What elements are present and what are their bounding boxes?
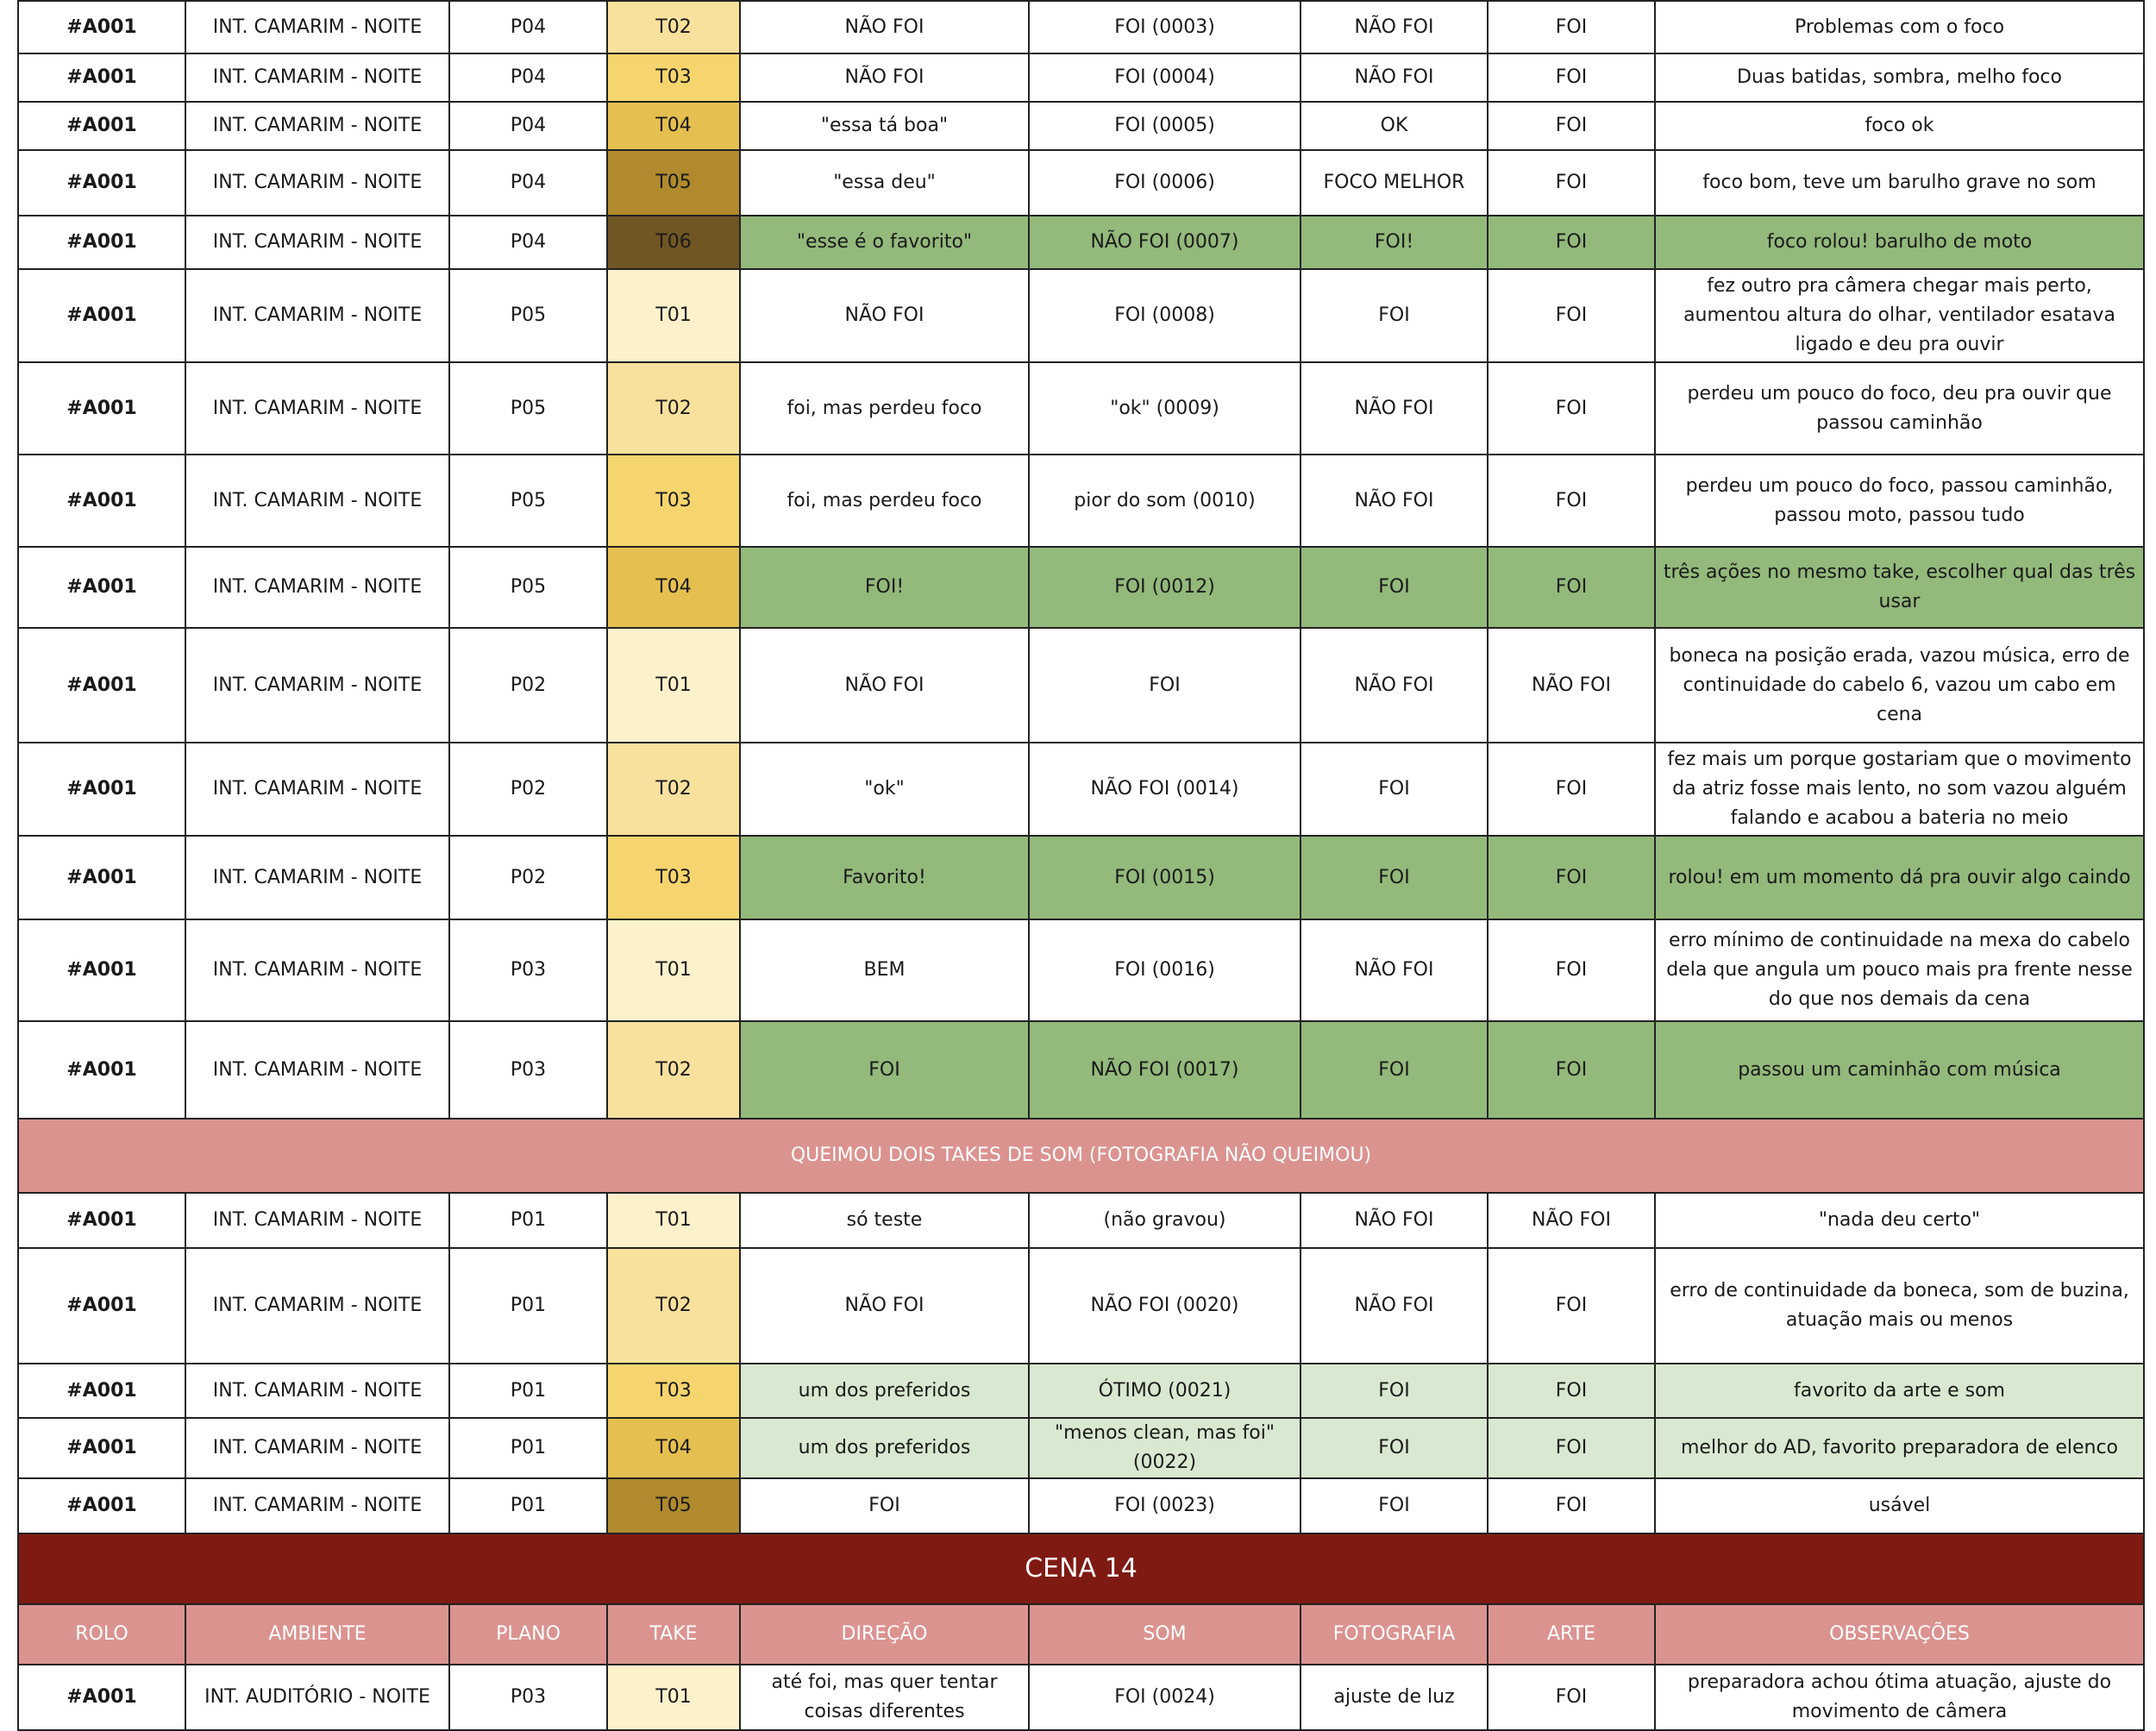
cell-fotografia[interactable]: FOI (1300, 269, 1488, 362)
scene-13-takes (18, 1, 2144, 1119)
cell-observacoes[interactable]: perdeu um pouco do foco, deu pra ouvir que passou caminhão (1655, 362, 2144, 455)
cell-ambiente[interactable]: INT. CAMARIM - NOITE (185, 150, 449, 216)
cell-fotografia[interactable]: NÃO FOI (1300, 53, 1488, 102)
cell-ambiente[interactable]: INT. CAMARIM - NOITE (185, 269, 449, 362)
cell-fotografia[interactable]: NÃO FOI (1300, 919, 1488, 1021)
cell-fotografia[interactable]: FOCO MELHOR (1300, 150, 1488, 216)
cell-plano[interactable]: P04 (449, 150, 607, 216)
cell-take[interactable]: T01 (607, 1665, 740, 1730)
cell-rolo[interactable]: #A001 (18, 547, 185, 628)
cell-fotografia[interactable]: ajuste de luz (1300, 1665, 1488, 1730)
cell-observacoes[interactable]: foco ok (1655, 102, 2144, 150)
take-log-sheet (17, 0, 2145, 1731)
cell-ambiente[interactable]: INT. CAMARIM - NOITE (185, 362, 449, 455)
cell-plano[interactable]: P01 (449, 1478, 607, 1533)
cell-som[interactable]: "ok" (0009) (1029, 362, 1300, 455)
cell-fotografia[interactable]: FOI (1300, 1021, 1488, 1119)
cell-ambiente[interactable]: INT. CAMARIM - NOITE (185, 836, 449, 919)
cell-observacoes[interactable]: foco bom, teve um barulho grave no som (1655, 150, 2144, 216)
cell-direcao[interactable]: NÃO FOI (740, 1, 1029, 53)
cell-plano[interactable]: P01 (449, 1248, 607, 1364)
cell-som[interactable]: FOI (0003) (1029, 1, 1300, 53)
header-arte[interactable]: ARTE (1488, 1604, 1655, 1665)
cell-observacoes[interactable]: fez mais um porque gostariam que o movimento da atriz fosse mais lento, no som vazou alguém falando e acabou a bateria no meio (1655, 743, 2144, 836)
cell-rolo[interactable]: #A001 (18, 1418, 185, 1478)
cell-som[interactable]: FOI (0008) (1029, 269, 1300, 362)
cell-som[interactable]: FOI (0024) (1029, 1665, 1300, 1730)
cell-rolo[interactable]: #A001 (18, 102, 185, 150)
cell-plano[interactable]: P03 (449, 1665, 607, 1730)
table-row (18, 150, 2144, 216)
cell-rolo[interactable]: #A001 (18, 53, 185, 102)
header-ambiente[interactable]: AMBIENTE (185, 1604, 449, 1665)
cell-take[interactable]: T03 (607, 53, 740, 102)
header-som[interactable]: SOM (1029, 1604, 1300, 1665)
cell-take[interactable]: T03 (607, 836, 740, 919)
cell-som[interactable]: FOI (0012) (1029, 547, 1300, 628)
cell-rolo[interactable]: #A001 (18, 150, 185, 216)
cell-take[interactable]: T02 (607, 1248, 740, 1364)
header-plano[interactable]: PLANO (449, 1604, 607, 1665)
table-row (18, 102, 2144, 150)
cell-direcao[interactable]: FOI (740, 1021, 1029, 1119)
cell-plano[interactable]: P05 (449, 269, 607, 362)
cell-arte[interactable]: FOI (1488, 269, 1655, 362)
cell-ambiente[interactable]: INT. CAMARIM - NOITE (185, 455, 449, 547)
cell-ambiente[interactable]: INT. AUDITÓRIO - NOITE (185, 1665, 449, 1730)
cell-arte[interactable]: FOI (1488, 1021, 1655, 1119)
cell-arte[interactable]: FOI (1488, 1478, 1655, 1533)
cell-take[interactable]: T02 (607, 743, 740, 836)
cell-som[interactable]: NÃO FOI (0014) (1029, 743, 1300, 836)
cell-arte[interactable]: FOI (1488, 216, 1655, 269)
cell-som[interactable]: "menos clean, mas foi" (0022) (1029, 1418, 1300, 1478)
cell-observacoes[interactable]: fez outro pra câmera chegar mais perto, aumentou altura do olhar, ventilador esatava ligado e deu pra ouvir (1655, 269, 2144, 362)
cell-fotografia[interactable]: FOI (1300, 836, 1488, 919)
cell-arte[interactable]: FOI (1488, 1418, 1655, 1478)
cell-ambiente[interactable]: INT. CAMARIM - NOITE (185, 547, 449, 628)
cell-observacoes[interactable]: três ações no mesmo take, escolher qual das três usar (1655, 547, 2144, 628)
cell-ambiente[interactable]: INT. CAMARIM - NOITE (185, 102, 449, 150)
header-fotografia[interactable]: FOTOGRAFIA (1300, 1604, 1488, 1665)
cell-take[interactable]: T01 (607, 919, 740, 1021)
cell-rolo[interactable]: #A001 (18, 362, 185, 455)
cell-direcao[interactable]: FOI (740, 1478, 1029, 1533)
cell-ambiente[interactable]: INT. CAMARIM - NOITE (185, 919, 449, 1021)
cell-take[interactable]: T02 (607, 1, 740, 53)
cell-observacoes[interactable]: boneca na posição erada, vazou música, erro de continuidade do cabelo 6, vazou um cabo em cena (1655, 628, 2144, 743)
cell-arte[interactable]: FOI (1488, 455, 1655, 547)
table-row (18, 1364, 2144, 1418)
cell-direcao[interactable]: "esse é o favorito" (740, 216, 1029, 269)
cell-direcao[interactable]: NÃO FOI (740, 269, 1029, 362)
cell-arte[interactable]: FOI (1488, 836, 1655, 919)
header-rolo[interactable]: ROLO (18, 1604, 185, 1665)
cell-direcao[interactable]: foi, mas perdeu foco (740, 362, 1029, 455)
cell-arte[interactable]: NÃO FOI (1488, 1193, 1655, 1248)
cell-ambiente[interactable]: INT. CAMARIM - NOITE (185, 53, 449, 102)
cell-som[interactable]: FOI (0006) (1029, 150, 1300, 216)
cell-direcao[interactable]: NÃO FOI (740, 628, 1029, 743)
cell-take[interactable]: T02 (607, 1021, 740, 1119)
cell-fotografia[interactable]: FOI (1300, 547, 1488, 628)
cell-plano[interactable]: P03 (449, 1021, 607, 1119)
cell-observacoes[interactable]: erro mínimo de continuidade na mexa do cabelo dela que angula um pouco mais pra frente nesse do que nos demais da cena (1655, 919, 2144, 1021)
cell-plano[interactable]: P01 (449, 1193, 607, 1248)
table-row (18, 628, 2144, 743)
cell-arte[interactable]: FOI (1488, 53, 1655, 102)
cell-direcao[interactable]: Favorito! (740, 836, 1029, 919)
cell-take[interactable]: T05 (607, 1478, 740, 1533)
cell-direcao[interactable]: NÃO FOI (740, 53, 1029, 102)
cell-direcao[interactable]: "essa deu" (740, 150, 1029, 216)
cell-ambiente[interactable]: INT. CAMARIM - NOITE (185, 1021, 449, 1119)
cell-observacoes[interactable]: preparadora achou ótima atuação, ajuste do movimento de câmera (1655, 1665, 2144, 1730)
cell-plano[interactable]: P02 (449, 743, 607, 836)
cell-plano[interactable]: P04 (449, 216, 607, 269)
header-observacoes[interactable]: OBSERVAÇÕES (1655, 1604, 2144, 1665)
cell-take[interactable]: T04 (607, 1418, 740, 1478)
cell-plano[interactable]: P05 (449, 547, 607, 628)
cell-som[interactable]: FOI (0016) (1029, 919, 1300, 1021)
cell-fotografia[interactable]: FOI (1300, 1364, 1488, 1418)
cell-arte[interactable]: FOI (1488, 1248, 1655, 1364)
cell-direcao[interactable]: NÃO FOI (740, 1248, 1029, 1364)
cell-fotografia[interactable]: FOI (1300, 743, 1488, 836)
cell-arte[interactable]: FOI (1488, 102, 1655, 150)
cell-som[interactable]: FOI (0005) (1029, 102, 1300, 150)
table-row (18, 1193, 2144, 1248)
header-take[interactable]: TAKE (607, 1604, 740, 1665)
cell-rolo[interactable]: #A001 (18, 1665, 185, 1730)
header-direcao[interactable]: DIREÇÃO (740, 1604, 1029, 1665)
cell-rolo[interactable]: #A001 (18, 1364, 185, 1418)
cell-observacoes[interactable]: rolou! em um momento dá pra ouvir algo caindo (1655, 836, 2144, 919)
table-row (18, 216, 2144, 269)
cell-fotografia[interactable]: OK (1300, 102, 1488, 150)
cell-som[interactable]: FOI (0023) (1029, 1478, 1300, 1533)
cell-direcao[interactable]: "ok" (740, 743, 1029, 836)
cell-som[interactable]: NÃO FOI (0020) (1029, 1248, 1300, 1364)
cell-direcao[interactable]: um dos preferidos (740, 1418, 1029, 1478)
table-row (18, 1, 2144, 53)
cell-direcao[interactable]: um dos preferidos (740, 1364, 1029, 1418)
cell-ambiente[interactable]: INT. CAMARIM - NOITE (185, 1478, 449, 1533)
cell-fotografia[interactable]: NÃO FOI (1300, 1193, 1488, 1248)
cell-som[interactable]: pior do som (0010) (1029, 455, 1300, 547)
cell-ambiente[interactable]: INT. CAMARIM - NOITE (185, 743, 449, 836)
cell-take[interactable]: T04 (607, 102, 740, 150)
cell-arte[interactable]: FOI (1488, 1364, 1655, 1418)
table-row (18, 1418, 2144, 1478)
cell-arte[interactable]: FOI (1488, 362, 1655, 455)
table-row (18, 1665, 2144, 1730)
table-row (18, 53, 2144, 102)
cell-rolo[interactable]: #A001 (18, 1, 185, 53)
cell-rolo[interactable]: #A001 (18, 269, 185, 362)
table-row (18, 1021, 2144, 1119)
cell-rolo[interactable]: #A001 (18, 1248, 185, 1364)
cell-take[interactable]: T03 (607, 1364, 740, 1418)
cell-observacoes[interactable]: perdeu um pouco do foco, passou caminhão, passou moto, passou tudo (1655, 455, 2144, 547)
table-row (18, 362, 2144, 455)
cell-rolo[interactable]: #A001 (18, 919, 185, 1021)
cell-plano[interactable]: P01 (449, 1418, 607, 1478)
cell-take[interactable]: T01 (607, 628, 740, 743)
cell-arte[interactable]: NÃO FOI (1488, 628, 1655, 743)
cell-fotografia[interactable]: NÃO FOI (1300, 628, 1488, 743)
cell-arte[interactable]: FOI (1488, 150, 1655, 216)
table-row (18, 1478, 2144, 1533)
cell-take[interactable]: T01 (607, 1193, 740, 1248)
cell-plano[interactable]: P04 (449, 53, 607, 102)
cell-take[interactable]: T06 (607, 216, 740, 269)
table-row (18, 455, 2144, 547)
table-row (18, 836, 2144, 919)
cell-ambiente[interactable]: INT. CAMARIM - NOITE (185, 628, 449, 743)
cell-take[interactable]: T04 (607, 547, 740, 628)
cell-som[interactable]: ÓTIMO (0021) (1029, 1364, 1300, 1418)
cell-observacoes[interactable]: melhor do AD, favorito preparadora de elenco (1655, 1418, 2144, 1478)
cell-take[interactable]: T03 (607, 455, 740, 547)
cell-fotografia[interactable]: FOI (1300, 1418, 1488, 1478)
cell-arte[interactable]: FOI (1488, 547, 1655, 628)
cell-rolo[interactable]: #A001 (18, 628, 185, 743)
cell-direcao[interactable]: FOI! (740, 547, 1029, 628)
cell-som[interactable]: NÃO FOI (0007) (1029, 216, 1300, 269)
cell-observacoes[interactable]: erro de continuidade da boneca, som de buzina, atuação mais ou menos (1655, 1248, 2144, 1364)
cell-ambiente[interactable]: INT. CAMARIM - NOITE (185, 216, 449, 269)
cell-arte[interactable]: FOI (1488, 1, 1655, 53)
table-row (18, 743, 2144, 836)
cell-ambiente[interactable]: INT. CAMARIM - NOITE (185, 1193, 449, 1248)
cell-fotografia[interactable]: FOI! (1300, 216, 1488, 269)
note-section (18, 1119, 2144, 1193)
cell-plano[interactable]: P05 (449, 362, 607, 455)
cell-plano[interactable]: P02 (449, 628, 607, 743)
cell-rolo[interactable]: #A001 (18, 1478, 185, 1533)
cell-ambiente[interactable]: INT. CAMARIM - NOITE (185, 1364, 449, 1418)
cell-direcao[interactable]: só teste (740, 1193, 1029, 1248)
cell-direcao[interactable]: foi, mas perdeu foco (740, 455, 1029, 547)
cell-som[interactable]: NÃO FOI (0017) (1029, 1021, 1300, 1119)
cell-fotografia[interactable]: NÃO FOI (1300, 1, 1488, 53)
cell-observacoes[interactable]: foco rolou! barulho de moto (1655, 216, 2144, 269)
cell-som[interactable]: FOI (0015) (1029, 836, 1300, 919)
cell-observacoes[interactable]: usável (1655, 1478, 2144, 1533)
cell-som[interactable]: FOI (1029, 628, 1300, 743)
cell-fotografia[interactable]: NÃO FOI (1300, 455, 1488, 547)
scene-13-sound-takes (18, 1193, 2144, 1533)
cell-arte[interactable]: FOI (1488, 1665, 1655, 1730)
note-banner: QUEIMOU DOIS TAKES DE SOM (FOTOGRAFIA NÃO QUEIMOU) (18, 1119, 2144, 1193)
table-row (18, 547, 2144, 628)
cell-rolo[interactable]: #A001 (18, 836, 185, 919)
cell-arte[interactable]: FOI (1488, 743, 1655, 836)
table-row (18, 269, 2144, 362)
cell-observacoes[interactable]: passou um caminhão com música (1655, 1021, 2144, 1119)
cell-plano[interactable]: P04 (449, 1, 607, 53)
table-row (18, 919, 2144, 1021)
cell-direcao[interactable]: BEM (740, 919, 1029, 1021)
cell-rolo[interactable]: #A001 (18, 743, 185, 836)
cell-take[interactable]: T05 (607, 150, 740, 216)
cell-observacoes[interactable]: favorito da arte e som (1655, 1364, 2144, 1418)
cell-fotografia[interactable]: NÃO FOI (1300, 1248, 1488, 1364)
cell-ambiente[interactable]: INT. CAMARIM - NOITE (185, 1418, 449, 1478)
cell-fotografia[interactable]: NÃO FOI (1300, 362, 1488, 455)
cell-ambiente[interactable]: INT. CAMARIM - NOITE (185, 1248, 449, 1364)
cell-som[interactable]: (não gravou) (1029, 1193, 1300, 1248)
cell-rolo[interactable]: #A001 (18, 216, 185, 269)
cell-arte[interactable]: FOI (1488, 919, 1655, 1021)
column-header-row (18, 1604, 2144, 1665)
cell-fotografia[interactable]: FOI (1300, 1478, 1488, 1533)
cell-observacoes[interactable]: Duas batidas, sombra, melho foco (1655, 53, 2144, 102)
cell-plano[interactable]: P05 (449, 455, 607, 547)
cell-plano[interactable]: P03 (449, 919, 607, 1021)
cell-rolo[interactable]: #A001 (18, 1193, 185, 1248)
cell-direcao[interactable]: até foi, mas quer tentar coisas diferentes (740, 1665, 1029, 1730)
cell-observacoes[interactable]: "nada deu certo" (1655, 1193, 2144, 1248)
cell-rolo[interactable]: #A001 (18, 1021, 185, 1119)
cell-plano[interactable]: P01 (449, 1364, 607, 1418)
cell-rolo[interactable]: #A001 (18, 455, 185, 547)
scene-14-takes (18, 1665, 2144, 1730)
cell-plano[interactable]: P04 (449, 102, 607, 150)
scene-14-section (18, 1533, 2144, 1665)
cell-direcao[interactable]: "essa tá boa" (740, 102, 1029, 150)
cell-som[interactable]: FOI (0004) (1029, 53, 1300, 102)
cell-observacoes[interactable]: Problemas com o foco (1655, 1, 2144, 53)
scene-title: CENA 14 (18, 1533, 2144, 1604)
table-row (18, 1248, 2144, 1364)
cell-take[interactable]: T01 (607, 269, 740, 362)
cell-plano[interactable]: P02 (449, 836, 607, 919)
cell-take[interactable]: T02 (607, 362, 740, 455)
cell-ambiente[interactable]: INT. CAMARIM - NOITE (185, 1, 449, 53)
